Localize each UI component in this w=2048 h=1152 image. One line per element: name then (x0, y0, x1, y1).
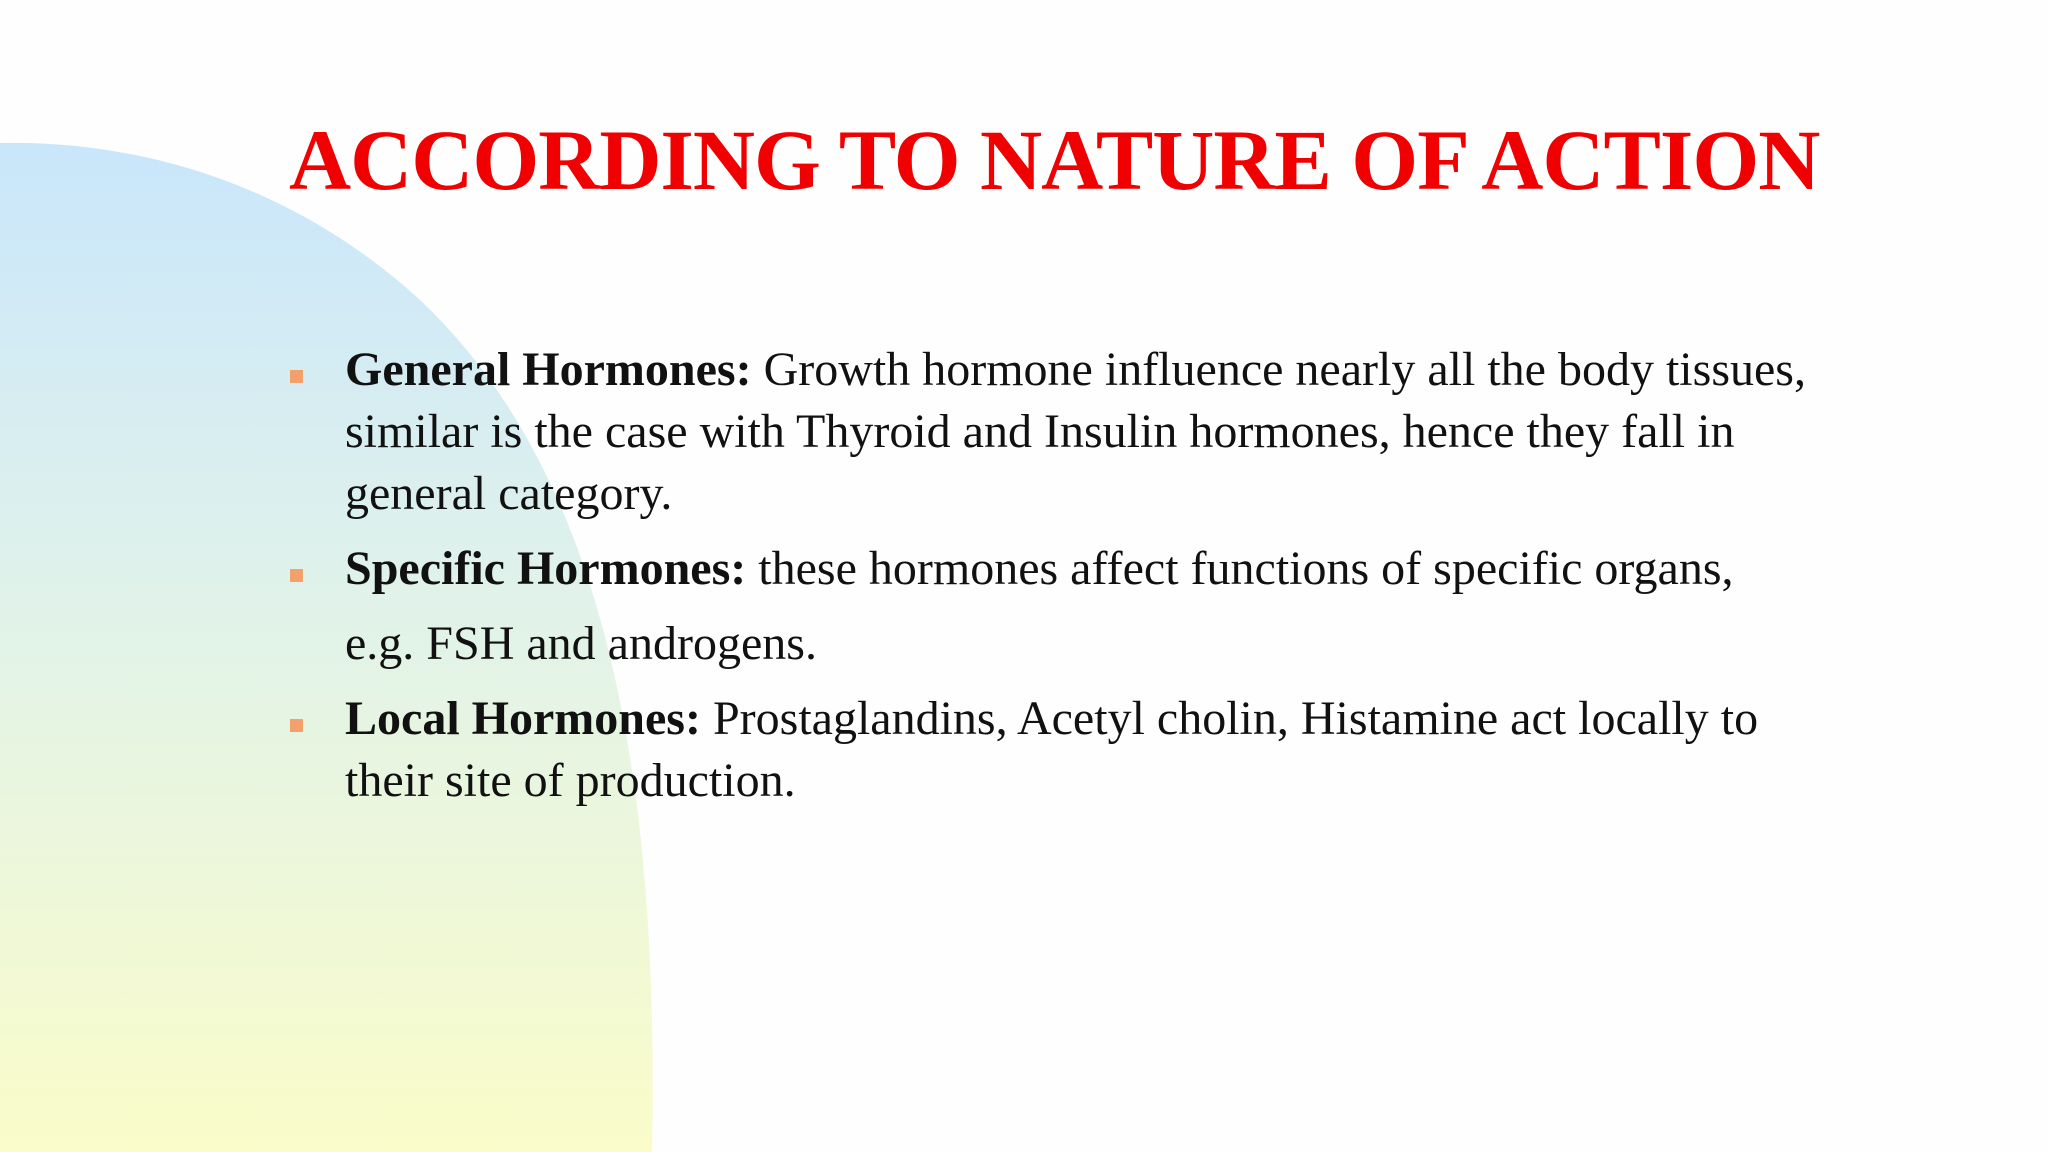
bullet-local-line-1 (345, 689, 1758, 749)
slide-title: ACCORDING TO NATURE OF ACTION (289, 112, 1820, 208)
bullet-general-line-3: general category. (345, 467, 673, 520)
bullet-term: General Hormones: (345, 343, 752, 396)
bullet-text: these hormones affect functions of specific organs, (746, 542, 1734, 595)
bullet-specific-line-2: e.g. FSH and androgens. (345, 617, 817, 670)
bullet-local-line-2: their site of production. (345, 754, 796, 807)
bullet-text: Growth hormone influence nearly all the body tissues, (751, 343, 1806, 396)
bullet-term: Local Hormones: (345, 692, 701, 745)
bullet-square-icon (290, 569, 303, 582)
bullet-text: Prostaglandins, Acetyl cholin, Histamine act locally to (700, 692, 1759, 745)
bullet-square-icon (290, 370, 303, 383)
bullet-square-icon (290, 719, 303, 732)
bullet-general-line-1 (345, 340, 1806, 400)
bullet-specific-line-1 (345, 539, 1734, 599)
bullet-term: Specific Hormones: (345, 542, 747, 595)
bullet-general-line-2: similar is the case with Thyroid and Insulin hormones, hence they fall in (345, 405, 1735, 458)
